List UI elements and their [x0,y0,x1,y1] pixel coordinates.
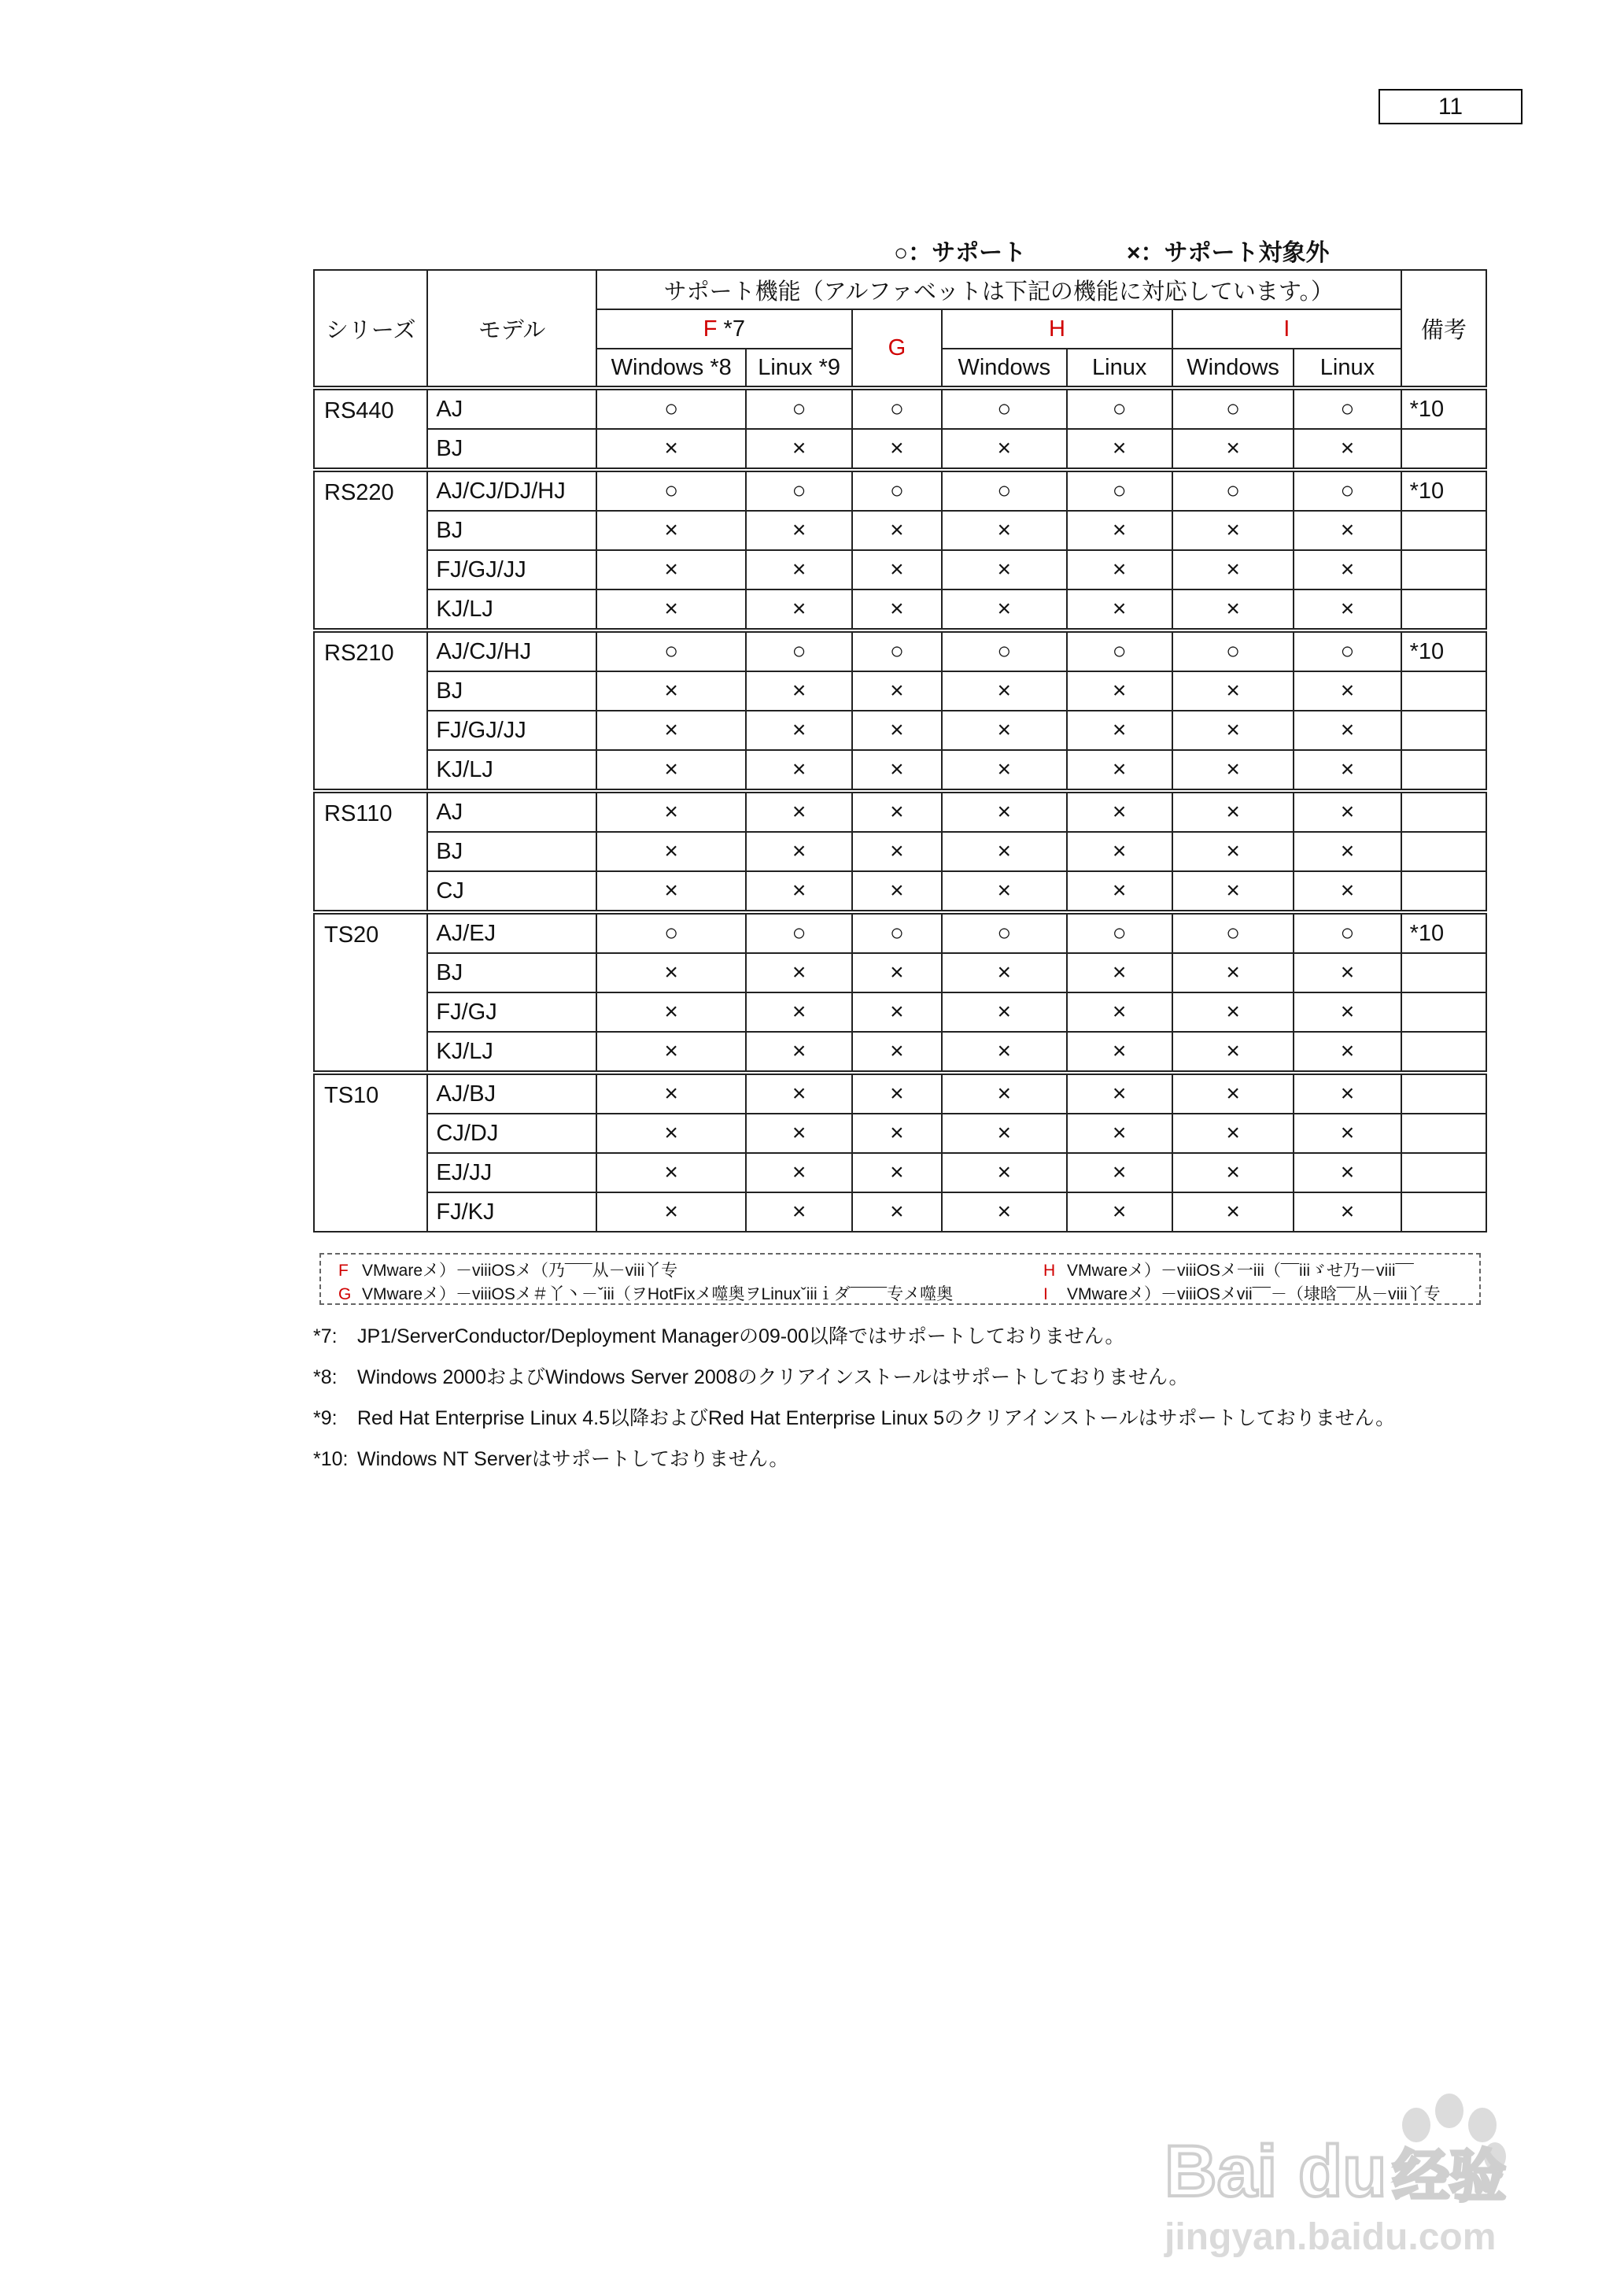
header-i-linux: Linux [1294,349,1401,388]
nosupport-mark: × [1172,1153,1294,1192]
legend-right [1127,233,1330,268]
nosupport-mark: × [1067,511,1172,550]
nosupport-mark: × [1172,711,1294,750]
nosupport-mark: × [1172,1192,1294,1232]
footnote [313,1443,788,1472]
nosupport-mark: × [1172,750,1294,791]
nosupport-mark: × [852,1032,942,1073]
nosupport-mark: × [746,671,851,711]
nosupport-mark: × [1172,429,1294,470]
table-row [314,750,1486,791]
nosupport-mark: × [1294,550,1401,589]
table-row [314,711,1486,750]
nosupport-mark: × [1294,1032,1401,1073]
nosupport-mark: × [1172,589,1294,630]
nosupport-mark: × [852,791,942,832]
header-h-windows: Windows [942,349,1066,388]
nosupport-mark: × [596,832,747,871]
support-mark: ○ [746,912,851,953]
model-cell: KJ/LJ [427,589,596,630]
table-row [314,791,1486,832]
note-key: I [1043,1285,1048,1303]
nosupport-mark: × [942,711,1066,750]
table-row [314,630,1486,671]
nosupport-mark: × [1294,429,1401,470]
nosupport-mark: × [942,992,1066,1032]
model-cell: BJ [427,671,596,711]
function-notes [319,1253,1481,1305]
model-cell: FJ/GJ/JJ [427,550,596,589]
note-text: VMwareメ）－viiiOSメvii¯¯－（埭晗¯¯从－viii丫专 [1067,1285,1441,1303]
nosupport-mark: × [746,550,851,589]
nosupport-mark: × [942,511,1066,550]
table-row [314,992,1486,1032]
legend-support: ○：サポート [894,240,1027,266]
nosupport-mark: × [1172,1073,1294,1114]
table-row [314,550,1486,589]
header-f-letter: F [703,316,718,342]
nosupport-mark: × [746,1192,851,1232]
nosupport-mark: × [942,671,1066,711]
nosupport-mark: × [942,550,1066,589]
model-cell: BJ [427,511,596,550]
model-cell: FJ/KJ [427,1192,596,1232]
footnote [313,1321,1124,1349]
nosupport-mark: × [1294,711,1401,750]
nosupport-mark: × [852,429,942,470]
nosupport-mark: × [596,871,747,912]
nosupport-mark: × [942,791,1066,832]
support-mark: ○ [596,470,747,511]
nosupport-mark: × [1172,511,1294,550]
nosupport-mark: × [1294,589,1401,630]
model-cell: AJ/BJ [427,1073,596,1114]
footnote-text: Windows NT Serverはサポートしておりません。 [357,1448,789,1470]
watermark-brand: Bai [1164,2131,1278,2212]
baidu-watermark-logo [1157,2078,1534,2267]
legend-nosupport: ×：サポート対象外 [1127,240,1330,266]
header-series: シリーズ [314,270,427,388]
remark-cell [1401,750,1486,791]
header-remarks: 備考 [1401,270,1486,388]
model-cell: AJ/CJ/DJ/HJ [427,470,596,511]
note-text: VMwareメ）－viiiOSメ＃丫丶－ˇiii（ヲHotFixメ噬奥ヲLinuxˇiiiｉダ¯¯¯¯专メ噬奥 [362,1285,954,1303]
nosupport-mark: × [596,992,747,1032]
model-cell: AJ [427,388,596,429]
remark-cell: *10 [1401,912,1486,953]
support-mark: ○ [1067,912,1172,953]
nosupport-mark: × [852,511,942,550]
table-row [314,429,1486,470]
series-cell: RS110 [314,791,427,912]
nosupport-mark: × [852,1073,942,1114]
note-g [338,1281,953,1305]
support-mark: ○ [852,912,942,953]
model-cell: CJ [427,871,596,912]
header-model: モデル [427,270,596,388]
legend [894,233,1026,268]
nosupport-mark: × [1294,832,1401,871]
footnote-key: *8: [313,1366,338,1388]
remark-cell [1401,1192,1486,1232]
nosupport-mark: × [1067,791,1172,832]
nosupport-mark: × [1172,1032,1294,1073]
nosupport-mark: × [852,711,942,750]
nosupport-mark: × [1067,871,1172,912]
remark-cell [1401,429,1486,470]
remark-cell [1401,671,1486,711]
table-body [314,388,1486,1232]
nosupport-mark: × [942,953,1066,992]
support-mark: ○ [942,912,1066,953]
note-f [338,1258,677,1281]
remark-cell [1401,1153,1486,1192]
nosupport-mark: × [596,750,747,791]
nosupport-mark: × [746,871,851,912]
support-mark: ○ [1294,630,1401,671]
nosupport-mark: × [746,1032,851,1073]
nosupport-mark: × [1294,1153,1401,1192]
table-row [314,1073,1486,1114]
nosupport-mark: × [1067,429,1172,470]
support-mark: ○ [596,630,747,671]
nosupport-mark: × [1067,671,1172,711]
model-cell: AJ/EJ [427,912,596,953]
note-i [1043,1281,1441,1305]
nosupport-mark: × [1067,1153,1172,1192]
remark-cell [1401,953,1486,992]
nosupport-mark: × [852,871,942,912]
remark-cell [1401,832,1486,871]
nosupport-mark: × [1172,871,1294,912]
nosupport-mark: × [1172,832,1294,871]
note-h [1043,1258,1414,1281]
model-cell: KJ/LJ [427,750,596,791]
nosupport-mark: × [1067,1192,1172,1232]
nosupport-mark: × [596,1032,747,1073]
remark-cell [1401,791,1486,832]
nosupport-mark: × [746,953,851,992]
remark-cell: *10 [1401,388,1486,429]
watermark-cn: 经验 [1393,2143,1507,2209]
header-h-linux: Linux [1067,349,1172,388]
nosupport-mark: × [1294,953,1401,992]
support-mark: ○ [1067,388,1172,429]
nosupport-mark: × [746,832,851,871]
header-functions: サポート機能（アルファベットは下記の機能に対応しています。） [596,270,1401,309]
remark-cell [1401,992,1486,1032]
nosupport-mark: × [1294,511,1401,550]
remark-cell [1401,550,1486,589]
footnote-text: Red Hat Enterprise Linux 4.5以降およびRed Hat Enterprise Linux 5のクリアインストールはサポートしておりません。 [357,1407,1396,1429]
remark-cell [1401,871,1486,912]
nosupport-mark: × [596,589,747,630]
note-text: VMwareメ）－viiiOSメ一iii（¯¯iiiゞせ乃－viii¯¯ [1067,1262,1414,1280]
nosupport-mark: × [852,1192,942,1232]
nosupport-mark: × [1294,671,1401,711]
table-row [314,1192,1486,1232]
nosupport-mark: × [596,711,747,750]
nosupport-mark: × [852,953,942,992]
remark-cell: *10 [1401,630,1486,671]
nosupport-mark: × [1067,550,1172,589]
footnote-text: JP1/ServerConductor/Deployment Managerの09-00以降ではサポートしておりません。 [357,1325,1125,1347]
nosupport-mark: × [746,992,851,1032]
nosupport-mark: × [1067,750,1172,791]
model-cell: EJ/JJ [427,1153,596,1192]
nosupport-mark: × [1067,1114,1172,1153]
nosupport-mark: × [942,1032,1066,1073]
model-cell: AJ [427,791,596,832]
nosupport-mark: × [1294,1073,1401,1114]
nosupport-mark: × [746,1114,851,1153]
support-mark: ○ [852,388,942,429]
model-cell: BJ [427,832,596,871]
series-cell: TS20 [314,912,427,1073]
nosupport-mark: × [596,953,747,992]
model-cell: BJ [427,953,596,992]
support-mark: ○ [596,388,747,429]
model-cell: BJ [427,429,596,470]
nosupport-mark: × [596,429,747,470]
nosupport-mark: × [596,511,747,550]
note-key: F [338,1262,349,1280]
nosupport-mark: × [746,511,851,550]
remark-cell [1401,1032,1486,1073]
nosupport-mark: × [1294,871,1401,912]
nosupport-mark: × [746,1073,851,1114]
nosupport-mark: × [852,750,942,791]
support-mark: ○ [942,470,1066,511]
nosupport-mark: × [852,550,942,589]
nosupport-mark: × [746,750,851,791]
nosupport-mark: × [1067,711,1172,750]
support-mark: ○ [1294,912,1401,953]
nosupport-mark: × [1294,750,1401,791]
remark-cell [1401,589,1486,630]
support-mark: ○ [1172,470,1294,511]
nosupport-mark: × [746,711,851,750]
table-row [314,1032,1486,1073]
nosupport-mark: × [1294,992,1401,1032]
nosupport-mark: × [1172,671,1294,711]
support-mark: ○ [1172,912,1294,953]
footnote [313,1402,1395,1431]
nosupport-mark: × [852,832,942,871]
nosupport-mark: × [746,1153,851,1192]
nosupport-mark: × [746,589,851,630]
support-mark: ○ [1294,470,1401,511]
nosupport-mark: × [942,589,1066,630]
note-key: H [1043,1262,1056,1280]
support-mark: ○ [852,630,942,671]
header-g: G [852,309,942,388]
nosupport-mark: × [852,992,942,1032]
nosupport-mark: × [1067,832,1172,871]
nosupport-mark: × [1067,589,1172,630]
nosupport-mark: × [596,1114,747,1153]
nosupport-mark: × [1067,992,1172,1032]
nosupport-mark: × [1172,1114,1294,1153]
note-text: VMwareメ）－viiiOSメ（乃¯¯¯从－viii丫专 [362,1262,678,1280]
table-row [314,953,1486,992]
series-cell: RS210 [314,630,427,791]
nosupport-mark: × [746,429,851,470]
series-cell: RS220 [314,470,427,630]
nosupport-mark: × [1172,791,1294,832]
support-mark: ○ [942,388,1066,429]
table-row [314,470,1486,511]
nosupport-mark: × [1294,1192,1401,1232]
footnote [313,1362,1189,1390]
nosupport-mark: × [596,1192,747,1232]
table-row [314,671,1486,711]
header-h: H [942,309,1172,349]
support-mark: ○ [1067,470,1172,511]
nosupport-mark: × [1172,992,1294,1032]
nosupport-mark: × [942,1073,1066,1114]
support-mark: ○ [746,470,851,511]
support-table [313,269,1487,1232]
nosupport-mark: × [596,1153,747,1192]
nosupport-mark: × [942,871,1066,912]
header-f-windows: Windows *8 [596,349,747,388]
series-cell: RS440 [314,388,427,470]
nosupport-mark: × [942,750,1066,791]
support-mark: ○ [746,630,851,671]
table-row [314,511,1486,550]
nosupport-mark: × [596,550,747,589]
nosupport-mark: × [942,832,1066,871]
watermark-url: jingyan.baidu.com [1164,2216,1497,2258]
support-mark: ○ [852,470,942,511]
table-row [314,912,1486,953]
model-cell: AJ/CJ/HJ [427,630,596,671]
table-row [314,1114,1486,1153]
header-f [596,309,852,349]
footnote-key: *10: [313,1448,349,1470]
nosupport-mark: × [852,1114,942,1153]
header-f-note: *7 [717,316,745,342]
nosupport-mark: × [852,589,942,630]
remark-cell [1401,511,1486,550]
table-row [314,871,1486,912]
support-mark: ○ [1067,630,1172,671]
support-mark: ○ [596,912,747,953]
support-mark: ○ [942,630,1066,671]
nosupport-mark: × [1172,550,1294,589]
footnote-text: Windows 2000およびWindows Server 2008のクリアインストールはサポートしておりません。 [357,1366,1189,1388]
model-cell: CJ/DJ [427,1114,596,1153]
note-key: G [338,1285,352,1303]
nosupport-mark: × [596,791,747,832]
header-f-linux: Linux *9 [746,349,851,388]
nosupport-mark: × [852,1153,942,1192]
nosupport-mark: × [746,791,851,832]
remark-cell [1401,1114,1486,1153]
table-row [314,832,1486,871]
nosupport-mark: × [1294,791,1401,832]
nosupport-mark: × [1294,1114,1401,1153]
nosupport-mark: × [942,429,1066,470]
nosupport-mark: × [942,1114,1066,1153]
nosupport-mark: × [942,1153,1066,1192]
support-mark: ○ [746,388,851,429]
nosupport-mark: × [1067,1073,1172,1114]
remark-cell [1401,711,1486,750]
support-mark: ○ [1172,388,1294,429]
model-cell: KJ/LJ [427,1032,596,1073]
nosupport-mark: × [942,1192,1066,1232]
footnote-key: *7: [313,1325,338,1347]
page-number: 11 [1379,89,1522,124]
footnote-key: *9: [313,1407,338,1429]
nosupport-mark: × [596,671,747,711]
support-mark: ○ [1294,388,1401,429]
nosupport-mark: × [852,671,942,711]
model-cell: FJ/GJ/JJ [427,711,596,750]
model-cell: FJ/GJ [427,992,596,1032]
table-row [314,1153,1486,1192]
nosupport-mark: × [1172,953,1294,992]
nosupport-mark: × [1067,953,1172,992]
nosupport-mark: × [1067,1032,1172,1073]
remark-cell: *10 [1401,470,1486,511]
table-row [314,388,1486,429]
watermark-brand2: du [1298,2131,1387,2212]
support-mark: ○ [1172,630,1294,671]
series-cell: TS10 [314,1073,427,1232]
table-row [314,589,1486,630]
table-header [314,270,1486,388]
header-i-windows: Windows [1172,349,1294,388]
nosupport-mark: × [596,1073,747,1114]
remark-cell [1401,1073,1486,1114]
header-i: I [1172,309,1401,349]
